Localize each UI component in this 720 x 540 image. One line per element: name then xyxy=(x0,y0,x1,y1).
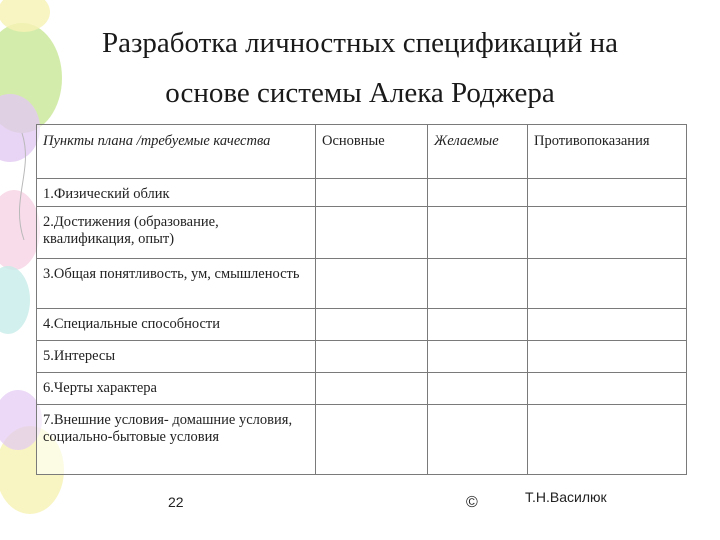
cell-contra xyxy=(528,259,687,309)
cell-contra xyxy=(528,207,687,259)
cell-main xyxy=(316,405,428,475)
cell-contra xyxy=(528,373,687,405)
table-row xyxy=(37,179,687,207)
cell-desired xyxy=(428,259,528,309)
header-main: Основные xyxy=(316,125,428,179)
cell-desired xyxy=(428,207,528,259)
cell-contra xyxy=(528,341,687,373)
cell-desired xyxy=(428,179,528,207)
table-row xyxy=(37,259,687,309)
cell-main xyxy=(316,373,428,405)
cell-desired xyxy=(428,373,528,405)
header-plan-items: Пункты плана /требуемые качества xyxy=(37,125,316,179)
cell-desired xyxy=(428,309,528,341)
cell-desired xyxy=(428,341,528,373)
table-row xyxy=(37,341,687,373)
header-contraindications: Противопоказания xyxy=(528,125,687,179)
cell-contra xyxy=(528,309,687,341)
row-label: 1.Физический облик xyxy=(37,179,316,207)
balloon-teal xyxy=(0,266,30,334)
table-row xyxy=(37,309,687,341)
cell-contra xyxy=(528,179,687,207)
row-label: 7.Внешние условия- домашние условия, социально-бытовые условия xyxy=(37,405,316,475)
specification-table xyxy=(36,124,687,475)
header-desired: Желаемые xyxy=(428,125,528,179)
slide-title xyxy=(60,18,660,118)
table-row xyxy=(37,207,687,259)
cell-main xyxy=(316,259,428,309)
balloon-yellow xyxy=(0,0,50,32)
table-row xyxy=(37,405,687,475)
row-label: 4.Специальные способности xyxy=(37,309,316,341)
cell-contra xyxy=(528,405,687,475)
slide-number: 22 xyxy=(168,494,184,510)
row-label: 3.Общая понятливость, ум, смышленость xyxy=(37,259,316,309)
table-row xyxy=(37,373,687,405)
author-name: Т.Н.Василюк xyxy=(525,489,607,505)
cell-main xyxy=(316,341,428,373)
row-label: 5.Интересы xyxy=(37,341,316,373)
cell-desired xyxy=(428,405,528,475)
cell-main xyxy=(316,309,428,341)
slide-title-line-1: Разработка личностных спецификаций на xyxy=(101,27,619,59)
slide-title-line-2: основе системы Алека Роджера xyxy=(165,77,555,109)
cell-main xyxy=(316,179,428,207)
table-header-row xyxy=(37,125,687,179)
copyright-symbol: © xyxy=(466,494,478,511)
row-label: 2.Достижения (образование, квалификация, опыт) xyxy=(37,207,316,259)
cell-main xyxy=(316,207,428,259)
row-label: 6.Черты характера xyxy=(37,373,316,405)
